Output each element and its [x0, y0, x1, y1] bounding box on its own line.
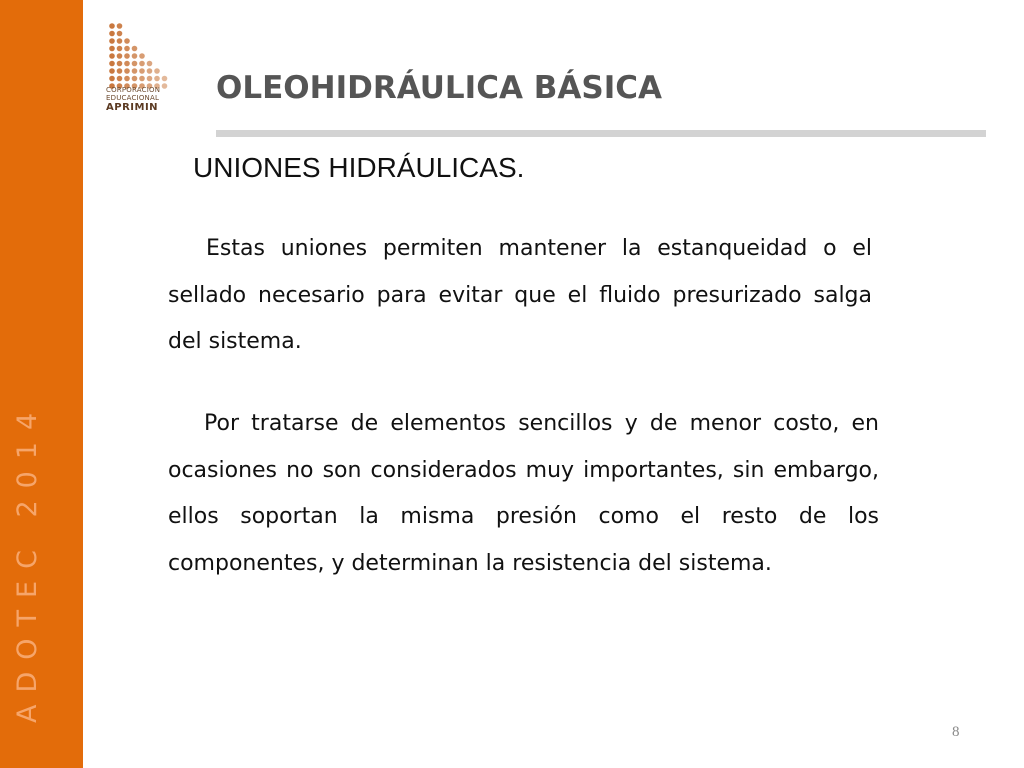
page-number: 8 — [952, 724, 960, 740]
section-subtitle: UNIONES HIDRÁULICAS. — [193, 152, 525, 183]
logo-dot — [124, 38, 130, 44]
logo-dot — [117, 46, 123, 52]
logo-dot — [132, 68, 138, 74]
logo-dot — [139, 68, 145, 74]
logo-dot — [132, 53, 138, 59]
logo-dot — [124, 61, 130, 67]
vertical-brand-text: ADOTEC 2014 — [12, 400, 43, 723]
logo-dot — [109, 53, 115, 59]
logo-dot — [117, 31, 123, 37]
logo-dot — [109, 76, 115, 82]
logo-line-3: APRIMIN — [106, 102, 159, 113]
logo-dot — [124, 68, 130, 74]
logo-dot — [109, 31, 115, 37]
logo-dot — [109, 61, 115, 67]
logo-line-2: EDUCACIONAL — [106, 94, 160, 102]
logo-dot — [132, 76, 138, 82]
logo-dot — [109, 38, 115, 44]
logo-dot — [109, 23, 115, 29]
logo-dot — [109, 68, 115, 74]
logo-dot — [132, 46, 138, 52]
paragraph-1-text: Estas uniones permiten mantener la estanqueidad o el sellado necesario para evitar que el fluido presurizado salga del sistema. — [168, 236, 872, 354]
paragraph-2-text: Por tratarse de elementos sencillos y de menor costo, en ocasiones no son considerados muy importantes, sin embargo, ellos soportan la misma presión como el resto de los componentes, y determinan la resistencia del sistema. — [168, 411, 879, 576]
logo-dot — [117, 53, 123, 59]
logo-dot — [147, 61, 153, 67]
logo-dot — [139, 61, 145, 67]
paragraph-1 — [168, 226, 872, 366]
logo-dot — [139, 76, 145, 82]
page-title: OLEOHIDRÁULICA BÁSICA — [216, 70, 662, 106]
logo-dot — [132, 61, 138, 67]
logo-dot — [117, 38, 123, 44]
paragraph-2 — [168, 401, 879, 587]
logo-text — [106, 86, 176, 114]
logo-line-1: CORPORACION — [106, 86, 161, 94]
logo-dot — [124, 53, 130, 59]
logo-dot — [124, 46, 130, 52]
logo-dot — [117, 76, 123, 82]
logo-dot — [139, 53, 145, 59]
logo-dot — [154, 76, 160, 82]
logo-dot — [162, 76, 168, 82]
logo-dot — [109, 46, 115, 52]
logo-dot — [117, 61, 123, 67]
logo-dot — [124, 76, 130, 82]
logo-dot — [117, 23, 123, 29]
title-underline — [216, 130, 986, 137]
logo-dot — [147, 68, 153, 74]
logo-dot — [147, 76, 153, 82]
logo-dot — [154, 68, 160, 74]
logo-dot — [117, 68, 123, 74]
